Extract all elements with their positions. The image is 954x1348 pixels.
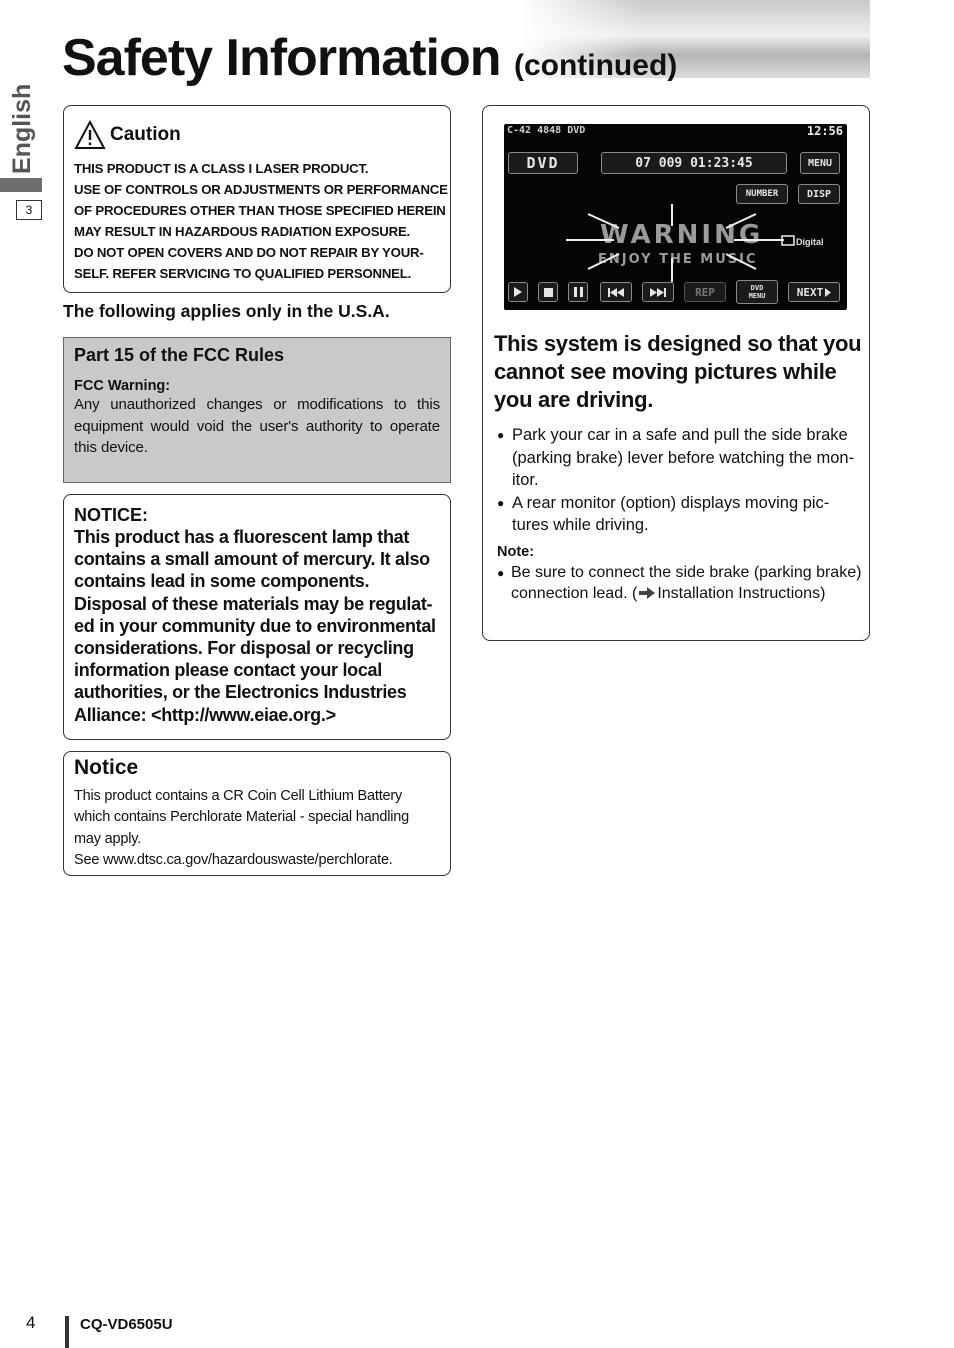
driving-info-box xyxy=(482,105,870,641)
screen-dvd-mode-button: DVD xyxy=(508,152,578,174)
note-label: Note: xyxy=(497,543,535,560)
warning-triangle-icon xyxy=(74,120,106,150)
page-number: 4 xyxy=(26,1313,36,1332)
screen-digital-label: Digital xyxy=(796,237,824,247)
mercury-line: contains lead in some components. xyxy=(74,571,370,592)
list-item xyxy=(497,492,862,537)
screen-pause-icon xyxy=(568,282,588,302)
screen-dvd-menu-button xyxy=(736,280,778,304)
caution-line: THIS PRODUCT IS A CLASS I LASER PRODUCT. xyxy=(74,161,369,176)
screen-menu-button: MENU xyxy=(800,152,840,174)
caution-box xyxy=(63,105,451,293)
driving-heading-line: This system is designed so that you xyxy=(494,331,862,356)
battery-line: This product contains a CR Coin Cell Lithium Battery xyxy=(74,788,403,804)
mercury-line: information please contact your local xyxy=(74,660,382,681)
list-item xyxy=(497,424,862,492)
monitor-screen-illustration xyxy=(504,124,847,310)
section-number: 3 xyxy=(16,200,42,220)
page-subtitle: (continued) xyxy=(513,49,678,82)
driving-heading-line: cannot see moving pictures while xyxy=(494,359,837,384)
mercury-notice-box xyxy=(63,494,451,740)
model-number: CQ-VD6505U xyxy=(80,1316,173,1333)
screen-next-track-icon xyxy=(642,282,674,302)
note-text-main: Be sure to connect the side brake (parking brake) connection lead. ( xyxy=(511,564,862,602)
driving-heading xyxy=(494,330,861,414)
caution-line: MAY RESULT IN HAZARDOUS RADIATION EXPOSURE. xyxy=(74,224,411,239)
bullet-dot-icon: ● xyxy=(497,566,505,580)
screen-status-left: C-42 4848 DVD xyxy=(507,125,586,136)
battery-notice-text xyxy=(74,786,440,871)
mercury-notice-heading: NOTICE: xyxy=(74,505,148,525)
screen-next-arrow-icon xyxy=(825,288,831,297)
screen-track-info: 07 009 01:23:45 xyxy=(601,152,787,174)
battery-line: See www.dtsc.ca.gov/hazardouswaste/perchlorate. xyxy=(74,851,393,868)
bullet-text: Park your car in a safe and pull the side brake (parking brake) lever before watching the mon-itor. xyxy=(512,426,855,489)
screen-next-label: NEXT xyxy=(796,285,824,299)
arrow-right-icon xyxy=(639,587,655,599)
bullet-text: A rear monitor (option) displays moving pic-tures while driving. xyxy=(512,493,830,534)
screen-enjoy-text: ENJOY THE MUSIC xyxy=(598,252,758,267)
driving-heading-line: you are driving. xyxy=(494,387,654,412)
mercury-line: contains a small amount of mercury. It also xyxy=(74,549,430,570)
fcc-warning-label: FCC Warning: xyxy=(74,378,171,394)
caution-heading: Caution xyxy=(110,124,181,145)
note-text-link: Installation Instructions) xyxy=(657,584,826,602)
caution-text xyxy=(74,158,448,284)
mercury-line: Alliance: <http://www.eiae.org.> xyxy=(74,704,336,725)
screen-stop-icon xyxy=(538,282,558,302)
fcc-box xyxy=(63,337,451,483)
screen-dvd-menu-bottom: MENU xyxy=(748,292,766,300)
mercury-line: considerations. For disposal or recycling xyxy=(74,638,414,659)
screen-rep-button: REP xyxy=(684,282,726,302)
language-tab-bar xyxy=(0,178,42,192)
screen-next-button xyxy=(788,282,840,302)
usa-note: The following applies only in the U.S.A. xyxy=(63,301,390,321)
mercury-line: authorities, or the Electronics Industries xyxy=(74,682,407,703)
battery-line: may apply. xyxy=(74,830,142,847)
screen-play-icon xyxy=(508,282,528,302)
caution-line: DO NOT OPEN COVERS AND DO NOT REPAIR BY YOUR- xyxy=(74,245,424,260)
fcc-text: Any unauthorized changes or modifications to this equipment would void the user's authority to operate this device. xyxy=(74,396,440,456)
battery-notice-box xyxy=(63,751,451,876)
mercury-notice-text xyxy=(74,526,440,726)
caution-line: USE OF CONTROLS OR ADJUSTMENTS OR PERFORMANCE xyxy=(74,182,448,197)
screen-dvd-menu-top: DVD xyxy=(750,284,764,292)
mercury-line: ed in your community due to environmental xyxy=(74,615,436,636)
note-text xyxy=(511,563,862,604)
screen-clock: 12:56 xyxy=(806,124,843,138)
screen-number-button: NUMBER xyxy=(736,184,788,204)
language-tab: English xyxy=(8,83,36,174)
bullet-dot-icon: ● xyxy=(497,428,505,442)
caution-line: SELF. REFER SERVICING TO QUALIFIED PERSONNEL. xyxy=(74,266,412,281)
battery-line: which contains Perchlorate Material - special handling xyxy=(74,809,409,826)
bullet-dot-icon: ● xyxy=(497,495,505,510)
screen-warning-text: WARNING xyxy=(600,220,764,250)
note-item xyxy=(497,563,862,604)
mercury-line: This product has a fluorescent lamp that xyxy=(74,527,410,547)
page-title: Safety Information (continued) xyxy=(62,29,678,87)
battery-notice-heading: Notice xyxy=(74,756,139,779)
driving-bullets xyxy=(497,424,862,604)
screen-disp-button: DISP xyxy=(798,184,840,204)
footer-divider xyxy=(65,1316,69,1348)
mercury-line: Disposal of these materials may be regulat- xyxy=(74,593,433,614)
fcc-heading: Part 15 of the FCC Rules xyxy=(74,345,285,365)
screen-previous-icon xyxy=(600,282,632,302)
caution-line: OF PROCEDURES OTHER THAN THOSE SPECIFIED HEREIN xyxy=(74,203,446,218)
